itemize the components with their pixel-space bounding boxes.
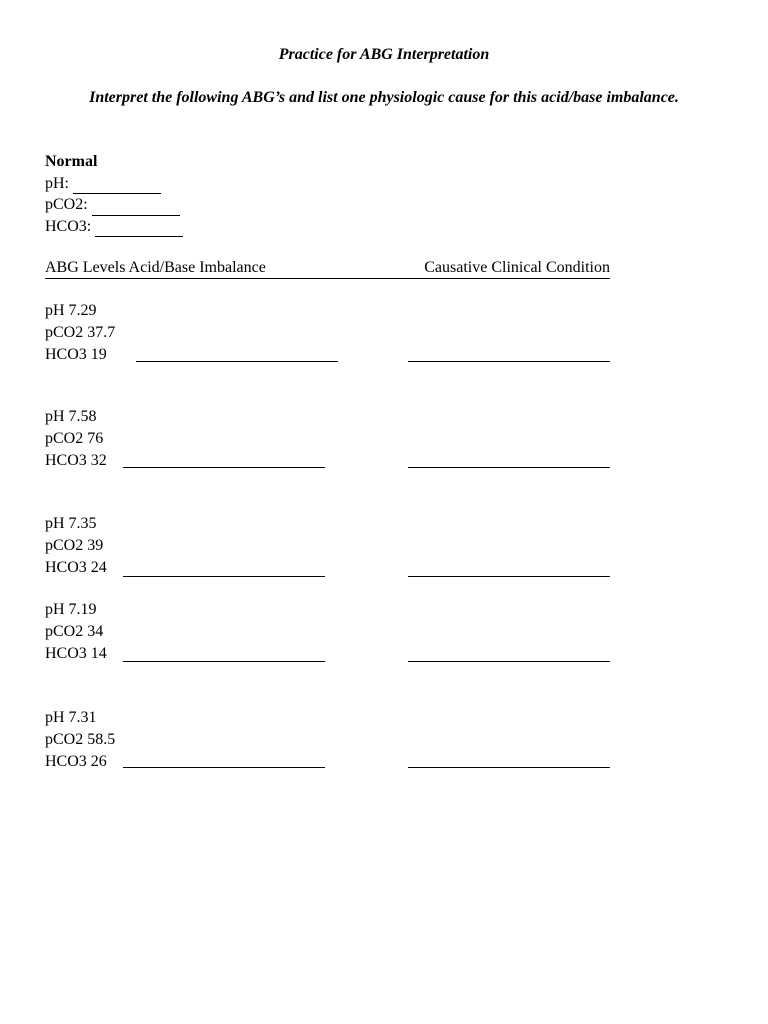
- case-ph: pH 7.29: [45, 302, 97, 319]
- imbalance-answer-line-2[interactable]: [123, 467, 325, 468]
- case-hco3: HCO3 14: [45, 645, 107, 662]
- case-pco2: pCO2 37.7: [45, 324, 116, 341]
- abg-case-1: [45, 300, 615, 366]
- case-pco2: pCO2 34: [45, 623, 104, 640]
- case-pco2: pCO2 39: [45, 537, 104, 554]
- normal-pco2-row: [45, 194, 183, 216]
- imbalance-answer-line-3[interactable]: [123, 576, 325, 577]
- cause-answer-line-1[interactable]: [408, 361, 610, 362]
- abg-case-4: [45, 599, 615, 665]
- column-header-abg-levels: ABG Levels Acid/Base Imbalance: [45, 258, 405, 279]
- normal-pco2-blank[interactable]: [92, 201, 180, 216]
- normal-hco3-row: [45, 216, 183, 238]
- case-hco3: HCO3 19: [45, 346, 107, 363]
- normal-heading: Normal: [45, 153, 98, 170]
- cause-answer-line-2[interactable]: [408, 467, 610, 468]
- normal-values-block: [45, 151, 183, 237]
- abg-case-3: [45, 513, 615, 579]
- imbalance-answer-line-4[interactable]: [123, 661, 325, 662]
- column-header-causative-condition: Causative Clinical Condition: [405, 258, 610, 279]
- cause-answer-line-4[interactable]: [408, 661, 610, 662]
- instructions: Interpret the following ABG’s and list one physiologic cause for this acid/base imbalance.: [89, 89, 679, 106]
- imbalance-answer-line-1[interactable]: [136, 361, 338, 362]
- normal-ph-row: [45, 173, 183, 195]
- normal-ph-label: pH:: [45, 174, 69, 192]
- imbalance-answer-line-5[interactable]: [123, 767, 325, 768]
- abg-case-2: [45, 406, 615, 472]
- normal-ph-blank[interactable]: [73, 179, 161, 194]
- abg-case-5: [45, 707, 615, 773]
- case-hco3: HCO3 32: [45, 452, 107, 469]
- column-headers: [45, 258, 610, 280]
- case-hco3: HCO3 24: [45, 559, 107, 576]
- case-ph: pH 7.35: [45, 515, 97, 532]
- case-pco2: pCO2 58.5: [45, 731, 116, 748]
- cause-answer-line-3[interactable]: [408, 576, 610, 577]
- cause-answer-line-5[interactable]: [408, 767, 610, 768]
- normal-pco2-label: pCO2:: [45, 196, 88, 213]
- case-ph: pH 7.58: [45, 408, 97, 425]
- page-title: Practice for ABG Interpretation: [278, 46, 490, 63]
- case-hco3: HCO3 26: [45, 753, 107, 770]
- normal-hco3-label: HCO3:: [45, 217, 92, 235]
- normal-hco3-blank[interactable]: [95, 222, 183, 237]
- case-ph: pH 7.31: [45, 709, 97, 726]
- case-pco2: pCO2 76: [45, 430, 104, 447]
- case-ph: pH 7.19: [45, 601, 97, 618]
